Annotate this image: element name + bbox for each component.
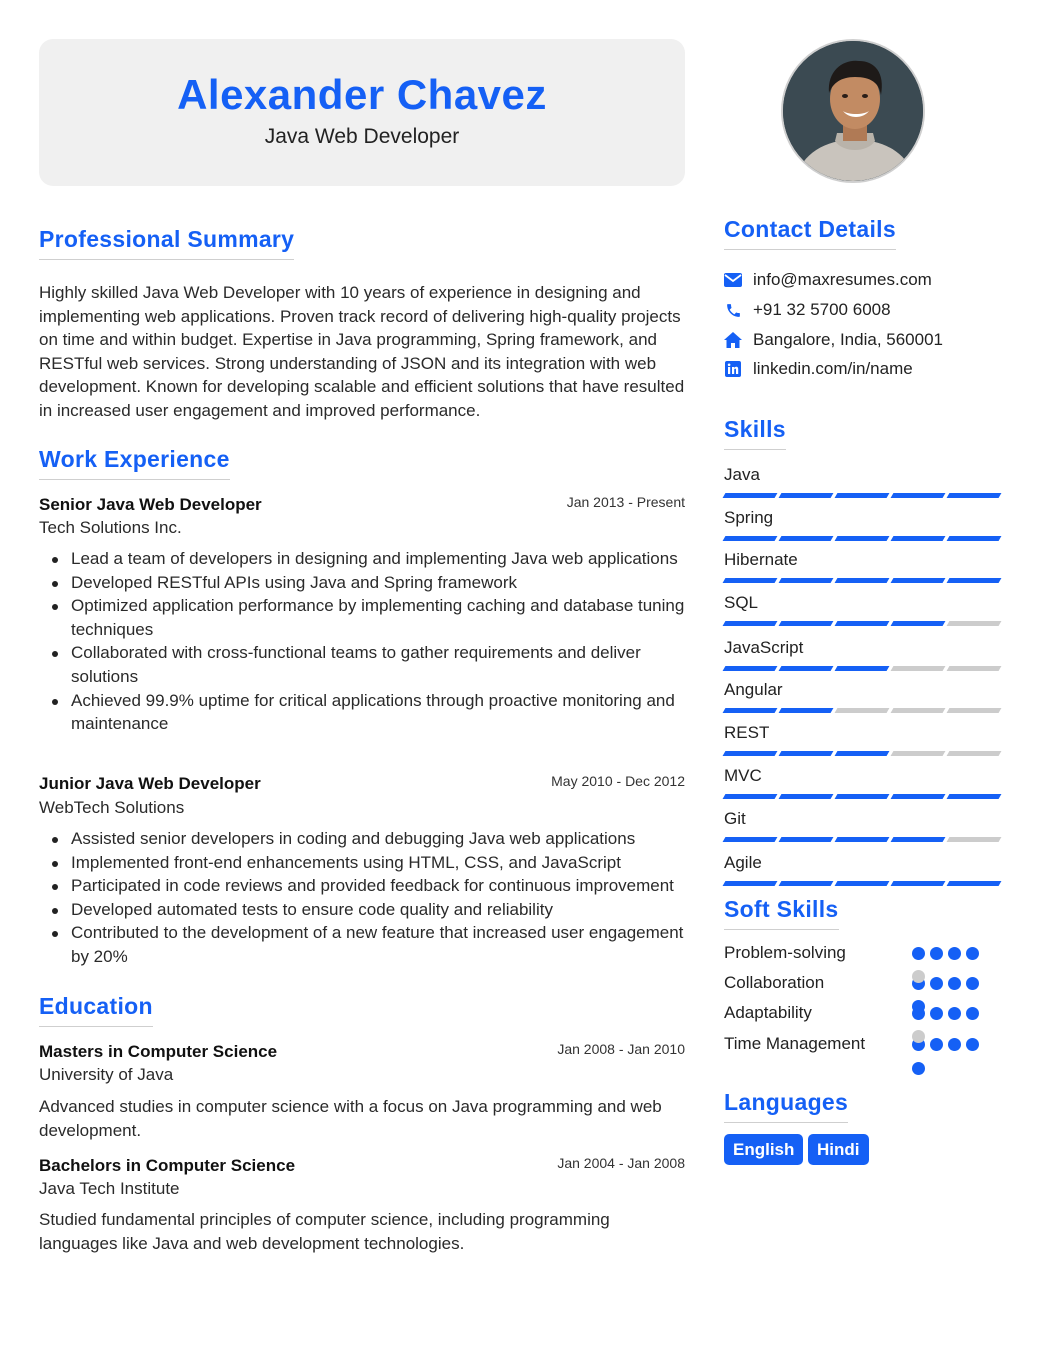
skill-level-bar <box>724 881 1000 886</box>
skill-level-bar <box>724 666 1000 671</box>
rating-dot <box>948 977 961 990</box>
skill-level-bar <box>724 837 1000 842</box>
contact-linkedin-text: linkedin.com/in/name <box>753 359 913 378</box>
skill-name: REST <box>724 723 770 742</box>
education-heading: Education <box>39 993 153 1027</box>
skill-level-segment <box>891 578 946 583</box>
summary-text: Highly skilled Java Web Developer with 10 years of experience in designing and implementing web applications. Proven track record of delivering high-quality projects on time and within budget. Expertise in Java programming, Spring framework, and RESTful web services. Strong understanding of JSON and its integration with web development. Known for developing scalable and efficient solutions that have resulted in increased user engagement and improved performance. <box>39 283 685 420</box>
skill-name: Spring <box>724 508 774 527</box>
skill-level-bar <box>724 493 1000 498</box>
list-item: Implemented front-end enhancements using HTML, CSS, and JavaScript <box>39 851 685 875</box>
skill-level-segment <box>779 493 834 498</box>
skill-level-segment <box>835 708 890 713</box>
soft-skills-heading: Soft Skills <box>724 896 839 930</box>
contact-email[interactable] <box>724 268 932 292</box>
header-card <box>39 39 685 186</box>
skill-level-segment <box>723 794 778 799</box>
job-company: WebTech Solutions <box>39 798 185 817</box>
experience-heading: Work Experience <box>39 446 230 480</box>
job-bullets <box>39 547 685 736</box>
skill-level-segment <box>891 621 946 626</box>
skill-level-segment <box>835 751 890 756</box>
rating-dot <box>930 977 943 990</box>
skill-level-segment <box>947 536 1002 541</box>
language-tag: English <box>724 1134 803 1165</box>
skill-level-bar <box>724 621 1000 626</box>
skill-level-segment <box>891 751 946 756</box>
phone-icon <box>724 301 742 319</box>
edu-date: Jan 2004 - Jan 2008 <box>557 1155 685 1171</box>
rating-dot <box>912 970 925 983</box>
rating-dot <box>912 1000 925 1013</box>
skill-level-segment <box>723 666 778 671</box>
skill-name: JavaScript <box>724 638 804 657</box>
list-item: Participated in code reviews and provided feedback for continuous improvement <box>39 874 685 898</box>
skill-level-segment <box>835 536 890 541</box>
soft-skill-name: Collaboration <box>724 973 825 992</box>
skill-level-segment <box>723 536 778 541</box>
edu-description: Advanced studies in computer science with a focus on Java programming and web development. <box>39 1097 662 1140</box>
profile-photo <box>781 39 925 183</box>
skill-level-segment <box>779 666 834 671</box>
skill-level-segment <box>723 621 778 626</box>
skill-level-segment <box>891 666 946 671</box>
job-date: May 2010 - Dec 2012 <box>551 773 685 789</box>
list-item: Assisted senior developers in coding and debugging Java web applications <box>39 827 685 851</box>
skill-name: Angular <box>724 680 783 699</box>
skill-level-segment <box>779 536 834 541</box>
skill-level-bar <box>724 578 1000 583</box>
list-item: Contributed to the development of a new feature that increased user engagement by 20% <box>39 921 685 968</box>
skill-level-segment <box>779 751 834 756</box>
envelope-icon <box>724 271 742 289</box>
skill-level-segment <box>779 621 834 626</box>
contact-phone[interactable] <box>724 298 891 322</box>
job-company: Tech Solutions Inc. <box>39 518 182 537</box>
summary-heading: Professional Summary <box>39 226 294 260</box>
skill-name: Agile <box>724 853 762 872</box>
skill-level-segment <box>891 493 946 498</box>
rating-dot <box>966 977 979 990</box>
skill-level-segment <box>835 881 890 886</box>
edu-school: Java Tech Institute <box>39 1179 180 1198</box>
skill-name: MVC <box>724 766 762 785</box>
list-item: Lead a team of developers in designing and implementing Java web applications <box>39 547 685 571</box>
job-role: Senior Java Web Developer <box>39 495 262 514</box>
rating-dot <box>930 1038 943 1051</box>
list-item: Optimized application performance by implementing caching and database tuning techniques <box>39 594 685 641</box>
language-tag: Hindi <box>808 1134 869 1165</box>
skill-level-segment <box>947 621 1002 626</box>
skill-level-segment <box>835 578 890 583</box>
skill-name: Git <box>724 809 746 828</box>
skill-level-segment <box>947 751 1002 756</box>
skill-level-segment <box>779 794 834 799</box>
rating-dot <box>966 947 979 960</box>
skill-level-segment <box>835 837 890 842</box>
skill-level-segment <box>947 837 1002 842</box>
skill-level-segment <box>723 578 778 583</box>
skill-level-segment <box>835 493 890 498</box>
edu-date: Jan 2008 - Jan 2010 <box>557 1041 685 1057</box>
skill-level-segment <box>947 666 1002 671</box>
skill-name: Java <box>724 465 760 484</box>
rating-dot <box>930 1007 943 1020</box>
contact-address-text: Bangalore, India, 560001 <box>753 330 943 349</box>
skill-level-segment <box>835 666 890 671</box>
skill-level-segment <box>723 751 778 756</box>
person-photo-icon <box>783 41 925 183</box>
skill-level-segment <box>947 794 1002 799</box>
rating-dot <box>912 947 925 960</box>
list-item: Collaborated with cross-functional teams to gather requirements and deliver solutions <box>39 641 685 688</box>
contact-email-text: info@maxresumes.com <box>753 270 932 289</box>
skill-level-bar <box>724 751 1000 756</box>
skill-level-segment <box>947 578 1002 583</box>
job-bullets <box>39 827 685 969</box>
rating-dot <box>912 1030 925 1043</box>
list-item: Achieved 99.9% uptime for critical applications through proactive monitoring and maintenance <box>39 689 685 736</box>
rating-dot <box>912 1062 925 1075</box>
skill-level-segment <box>891 794 946 799</box>
skill-level-segment <box>835 794 890 799</box>
skill-level-segment <box>779 881 834 886</box>
skill-level-segment <box>891 536 946 541</box>
contact-phone-text: +91 32 5700 6008 <box>753 300 891 319</box>
languages-heading: Languages <box>724 1089 848 1123</box>
skill-level-segment <box>947 881 1002 886</box>
skill-level-segment <box>723 837 778 842</box>
skill-level-segment <box>891 881 946 886</box>
edu-school: University of Java <box>39 1065 174 1084</box>
skill-level-segment <box>779 708 834 713</box>
rating-dot <box>930 947 943 960</box>
job-date: Jan 2013 - Present <box>566 494 685 510</box>
soft-skill-name: Time Management <box>724 1034 866 1053</box>
soft-skill-name: Adaptability <box>724 1003 812 1022</box>
edu-description: Studied fundamental principles of computer science, including programming languages like Java and web development technologies. <box>39 1210 610 1253</box>
edu-degree: Bachelors in Computer Science <box>39 1156 296 1175</box>
soft-skill-rating <box>912 947 984 960</box>
skill-level-segment <box>835 621 890 626</box>
soft-skill-name: Problem-solving <box>724 943 846 962</box>
skill-level-bar <box>724 536 1000 541</box>
rating-dot <box>966 1038 979 1051</box>
rating-dot <box>948 1038 961 1051</box>
contact-linkedin[interactable] <box>724 357 913 381</box>
skill-level-bar <box>724 708 1000 713</box>
skill-level-segment <box>947 493 1002 498</box>
contact-heading: Contact Details <box>724 216 896 250</box>
list-item: Developed automated tests to ensure code quality and reliability <box>39 898 685 922</box>
skill-level-segment <box>779 837 834 842</box>
skills-heading: Skills <box>724 416 786 450</box>
skill-name: Hibernate <box>724 550 798 569</box>
skill-level-segment <box>723 881 778 886</box>
skill-name: SQL <box>724 593 759 612</box>
rating-dot <box>948 1007 961 1020</box>
home-icon <box>724 331 742 349</box>
contact-address <box>724 328 943 352</box>
skill-level-segment <box>779 578 834 583</box>
skill-level-segment <box>947 708 1002 713</box>
skill-level-bar <box>724 794 1000 799</box>
rating-dot <box>948 947 961 960</box>
job-role: Junior Java Web Developer <box>39 774 261 793</box>
linkedin-icon <box>724 360 742 378</box>
edu-degree: Masters in Computer Science <box>39 1042 278 1061</box>
skill-level-segment <box>723 708 778 713</box>
candidate-name: Alexander Chavez <box>177 71 547 118</box>
skill-level-segment <box>723 493 778 498</box>
rating-dot <box>966 1007 979 1020</box>
skill-level-segment <box>891 708 946 713</box>
list-item: Developed RESTful APIs using Java and Spring framework <box>39 571 685 595</box>
skill-level-segment <box>891 837 946 842</box>
job-title: Java Web Developer <box>264 125 460 148</box>
